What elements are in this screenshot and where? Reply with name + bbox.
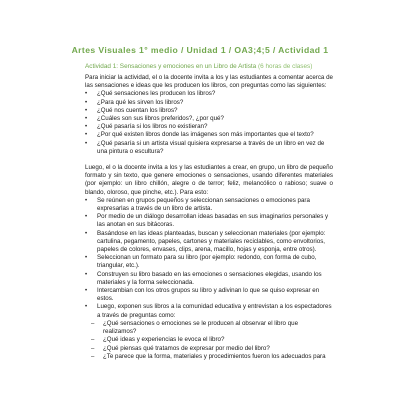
questions-list (85, 90, 333, 156)
bullet-icon: • (85, 91, 88, 98)
question-item (85, 115, 333, 123)
sub-question-item-text: ¿Qué sensaciones o emociones se le producen al observar el libro que realizamos? (103, 319, 299, 336)
bullet-icon: • (85, 99, 88, 106)
sub-question-item (85, 345, 333, 353)
step-item (85, 271, 333, 287)
step-item (85, 197, 333, 213)
bullet-icon: – (91, 345, 95, 352)
question-item-text: ¿Qué sensaciones les producen los libros? (97, 90, 216, 98)
sub-question-item-text: ¿Qué ideas y experiencias le evoca el libro? (103, 336, 225, 344)
bullet-icon: – (91, 353, 95, 360)
second-paragraph: Luego, el o la docente invita a los y las estudiantes a crear, en grupo, un libro de pequeño formato y sin texto, que genere emociones o sensaciones, usando diferentes materiales (por ejemplo: un libro chillón, alegre o de terror; feliz, melancólico o rabioso; suave o blando, oloroso, que pinche, etc.). Para esto: (85, 164, 333, 196)
step-item (85, 254, 333, 270)
steps-list (85, 197, 333, 320)
intro-paragraph: Para iniciar la actividad, el o la docente invita a los y las estudiantes a comentar acerca de las sensaciones e ideas que les producen los libros, con preguntas como las siguientes: (85, 74, 333, 90)
document-title: Artes Visuales 1° medio / Unidad 1 / OA3;4;5 / Actividad 1 (71, 45, 329, 55)
bullet-icon: • (85, 214, 88, 221)
bullet-icon: • (85, 124, 88, 131)
bullet-icon: • (85, 271, 88, 278)
bullet-icon: • (85, 230, 88, 237)
bullet-icon: • (85, 288, 88, 295)
document-body (85, 63, 333, 361)
spacer (85, 156, 333, 164)
bullet-icon: • (85, 255, 88, 262)
step-item (85, 303, 333, 319)
question-item (85, 140, 333, 156)
sub-questions-list (85, 320, 333, 361)
bullet-icon: • (85, 132, 88, 139)
step-item-text: Se reúnen en grupos pequeños y seleccionan sensaciones o emociones para expresarlas a través de un libro de artista. (97, 196, 310, 213)
question-item-text: ¿Por qué existen libros donde las imágenes son más importantes que el texto? (97, 131, 314, 139)
question-item-text: ¿Qué pasaría si los libros no existieran? (97, 123, 208, 131)
step-item-text: Basándose en las ideas planteadas, buscan y seleccionan materiales (por ejemplo: cartulina, pegamento, papeles, cartones y materiales reciclables, como envoltorios, papeles de colores, envases, clips, arena, macillo, hojas y esponja, entre otros). (97, 229, 326, 254)
sub-question-item (85, 353, 333, 361)
sub-question-item (85, 336, 333, 344)
sub-question-item-text: ¿Qué piensas qué tratamos de expresar por medio del libro? (103, 344, 270, 352)
question-item (85, 90, 333, 98)
bullet-icon: • (85, 107, 88, 114)
bullet-icon: – (91, 337, 95, 344)
bullet-icon: • (85, 304, 88, 311)
question-item (85, 123, 333, 131)
bullet-icon: • (85, 116, 88, 123)
bullet-icon: • (85, 140, 88, 147)
step-item (85, 213, 333, 229)
sub-question-item-text: ¿Te parece que la forma, materiales y procedimientos fueron los adecuados para (103, 352, 326, 360)
sub-question-item (85, 320, 333, 336)
step-item (85, 230, 333, 255)
activity-title: Actividad 1: Sensaciones y emociones en un Libro de Artista (85, 63, 257, 70)
step-item-text: Seleccionan un formato para su libro (por ejemplo: redondo, con forma de cubo, triangular, etc.). (97, 254, 317, 270)
question-item (85, 131, 333, 139)
question-item (85, 99, 333, 107)
question-item-text: ¿Qué nos cuentan los libros? (97, 106, 178, 114)
step-item-text: Por medio de un diálogo desarrollan ideas basadas en sus imaginarios personales y las anotan en sus bitácoras. (97, 213, 329, 229)
step-item (85, 287, 333, 303)
activity-heading (85, 63, 333, 70)
step-item-text: Intercambian con los otros grupos su libro y adivinan lo que se quiso expresar en estos. (97, 287, 320, 303)
question-item (85, 107, 333, 115)
question-item-text: ¿Cuáles son sus libros preferidos?, ¿por qué? (97, 115, 224, 123)
question-item-text: ¿Para qué les sirven los libros? (97, 98, 184, 106)
activity-hours: (6 horas de clases) (258, 63, 313, 70)
question-item-text: ¿Qué pasaría si un artista visual quisiera expresarse a través de un libro en vez de una pintura o escultura? (97, 139, 325, 155)
bullet-icon: • (85, 197, 88, 204)
bullet-icon: – (91, 320, 95, 327)
step-item-text: Luego, exponen sus libros a la comunidad educativa y entrevistan a los espectadores a través de preguntas como: (97, 303, 332, 319)
step-item-text: Construyen su libro basado en las emociones o sensaciones elegidas, usando los materiales y la forma seleccionada. (97, 270, 322, 286)
